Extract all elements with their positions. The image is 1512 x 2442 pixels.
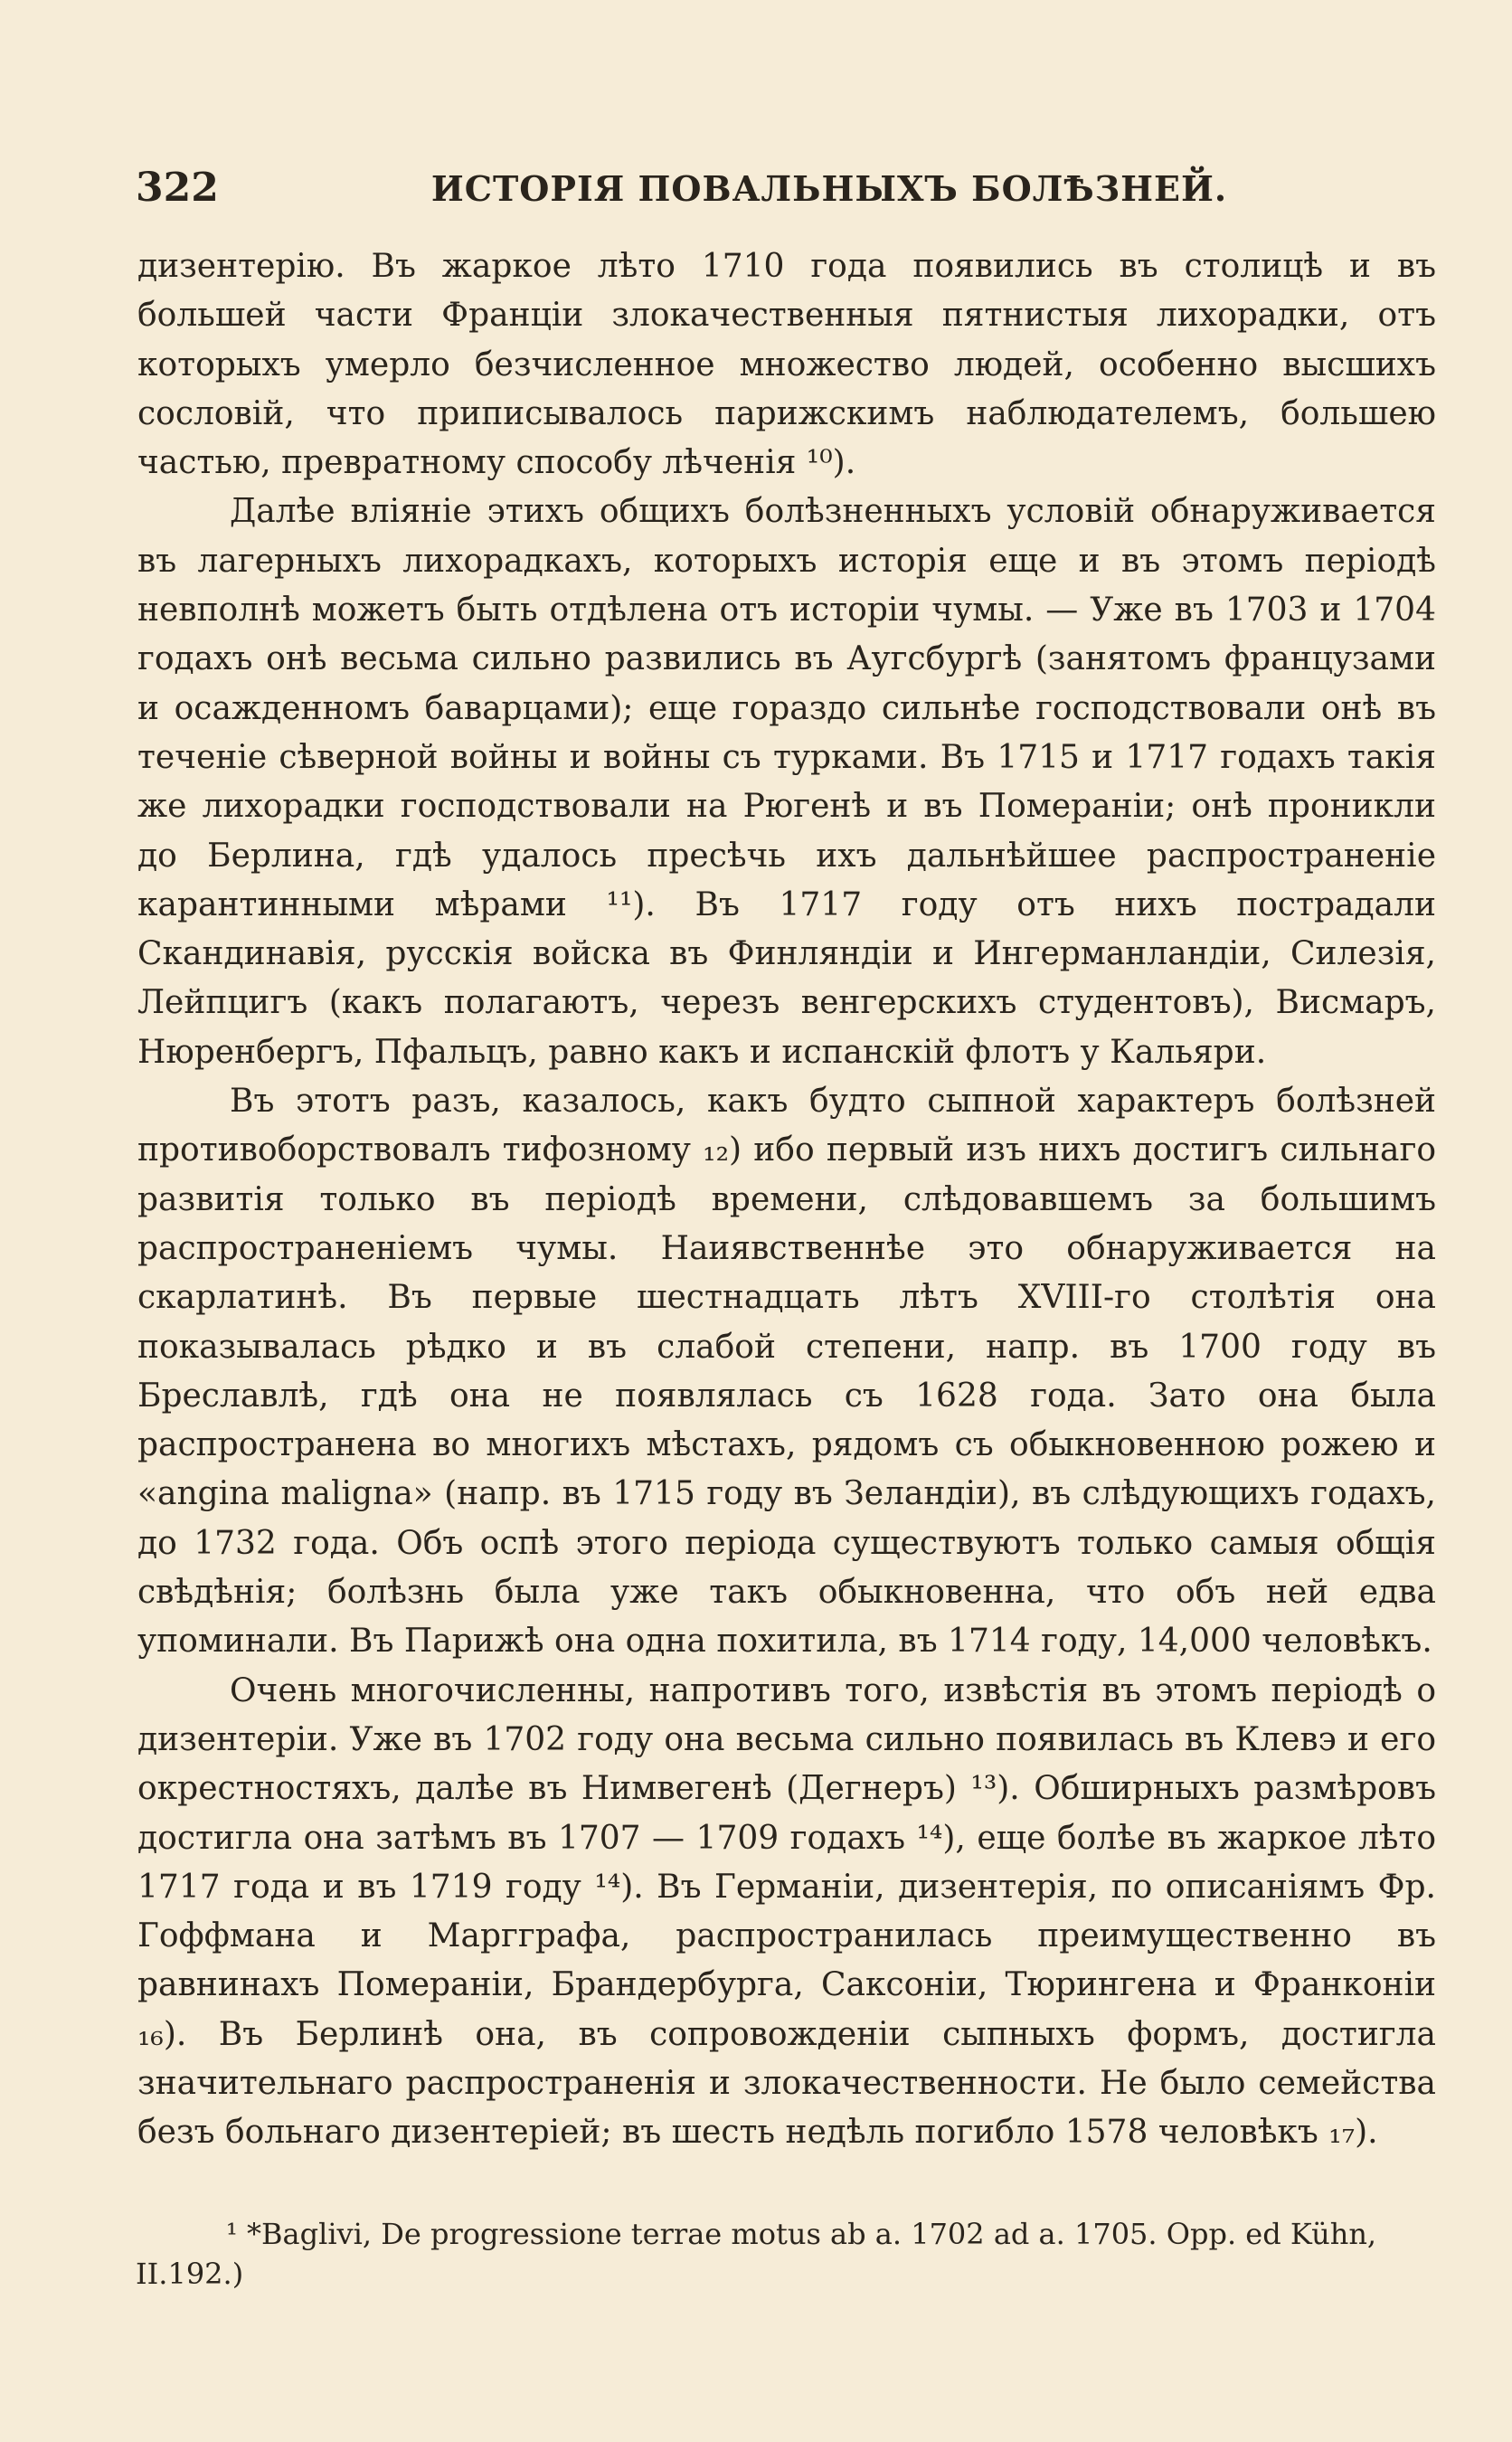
paragraph-3: Въ этотъ разъ, казалось, какъ будто сыпной характеръ болѣзней противоборствовалъ тифозному ₁₂) ибо первый изъ нихъ достигъ сильнаго развитія только въ періодѣ времени, слѣдовавшемъ за большимъ распространеніемъ чумы. Наиявственнѣе это обнаруживается на скарлатинѣ. Въ первые шестнадцать лѣтъ XVIII-го столѣтія она показывалась рѣдко и въ слабой степени, напр. въ 1700 году въ Бреславлѣ, гдѣ она не появлялась съ 1628 года. Зато она была распространена во многихъ мѣстахъ, рядомъ съ обыкновенною рожею и «angina maligna» (напр. въ 1715 году въ Зеландіи), въ слѣдующихъ годахъ, до 1732 года. Объ оспѣ этого періода существуютъ только самыя общія свѣдѣнія; болѣзнь была уже такъ обыкновенна, что объ ней едва упоминали. Въ Парижѣ она одна похитила, въ 1714 году, 14,000 человѣкъ. [137,1083,1436,1661]
footnotes [136,2214,1438,2294]
footnote-line-1: ¹ *Baglivi, De progressione terrae motus ab a. 1702 ad a. 1705. Opp. ed Kühn, [226,2217,1377,2251]
body-text [137,242,1436,2158]
running-head: ИСТОРІЯ ПОВАЛЬНЫХЪ БОЛѢЗНЕЙ. [430,168,1228,209]
paragraph-1: дизентерію. Въ жаркое лѣто 1710 года появились въ столицѣ и въ большей части Франціи злокачественныя пятнистыя лихорадки, отъ которыхъ умерло безчисленное множество людей, особенно высшихъ сословій, что приписывалось парижскимъ наблюдателемъ, большею частью, превратному способу лѣченія ¹⁰). [137,248,1436,482]
paragraph-4: Очень многочисленны, напротивъ того, извѣстія въ этомъ періодѣ о дизентеріи. Уже въ 1702 году она весьма сильно появилась въ Клевэ и его окрестностяхъ, далѣе въ Нимвегенѣ (Дегнеръ) ¹³). Обширныхъ размѣровъ достигла она затѣмъ въ 1707 — 1709 годахъ ¹⁴), еще болѣе въ жаркое лѣто 1717 года и въ 1719 году ¹⁴). Въ Германіи, дизентерія, по описаніямъ Фр. Гоффмана и Маргграфа, распространилась преимущественно въ равнинахъ Помераніи, Брандербурга, Саксоніи, Тюрингена и Франконіи ₁₆). Въ Берлинѣ она, въ сопровожденіи сыпныхъ формъ, достигла значительнаго распространенія и злокачественности. Не было семейства безъ больнаго дизентеріей; въ шесть недѣль погибло 1578 человѣкъ ₁₇). [137,1671,1436,2152]
page-number: 322 [136,165,219,211]
paragraph-2: Далѣе вліяніе этихъ общихъ болѣзненныхъ условій обнаруживается въ лагерныхъ лихорадкахъ, которыхъ исторія еще и въ этомъ періодѣ невполнѣ можетъ быть отдѣлена отъ исторіи чумы. — Уже въ 1703 и 1704 годахъ онѣ весьма сильно развились въ Аугсбургѣ (занятомъ французами и осажденномъ баварцами); еще гораздо сильнѣе господствовали онѣ въ теченіе сѣверной войны и войны съ турками. Въ 1715 и 1717 годахъ такія же лихорадки господствовали на Рюгенѣ и въ Помераніи; онѣ проникли до Берлина, гдѣ удалось пресѣчь ихъ дальнѣйшее распространеніе карантинными мѣрами ¹¹). Въ 1717 году отъ нихъ пострадали Скандинавія, русскія войска въ Финляндіи и Ингерманландіи, Силезія, Лейпцигъ (какъ полагаютъ, черезъ венгерскихъ студентовъ), Висмаръ, Нюренбергъ, Пфальцъ, равно какъ и испанскій флотъ у Кальяри. [137,493,1436,1071]
page-header [136,165,1228,211]
footnote-line-2: II.192.) [136,2257,244,2291]
